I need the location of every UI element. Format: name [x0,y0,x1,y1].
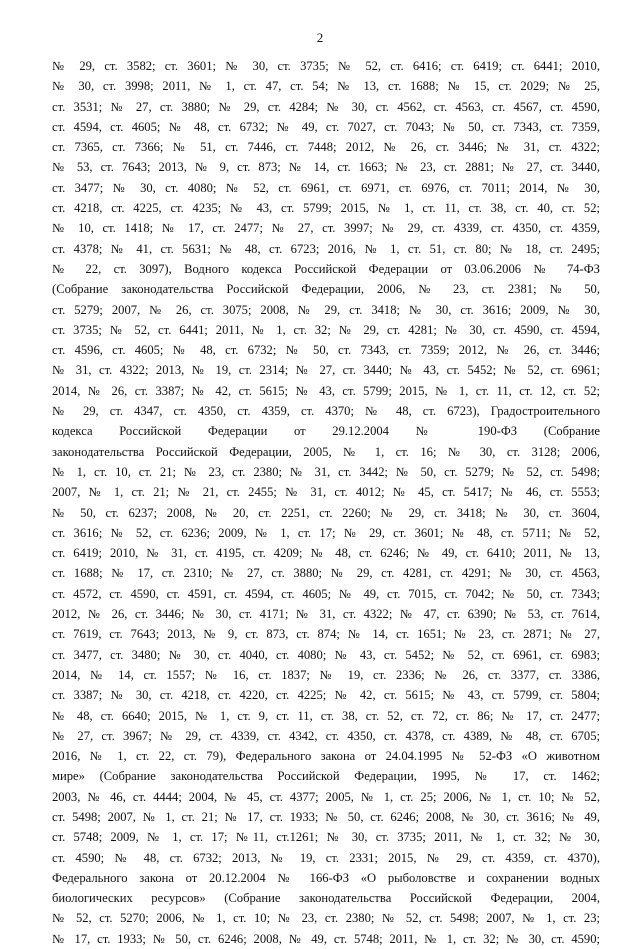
text-line: № 31, ст. 4322; 2013, № 19, ст. 2314; № 27, ст. 3440; № 43, ст. 5452; № 52, ст. 6961; [52,363,600,378]
text-line: 2014, № 14, ст. 1557; № 16, ст. 1837; № 19, ст. 2336; № 26, ст. 3377, ст. 3386, [52,667,600,682]
text-line: № 53, ст. 7643; 2013, № 9, ст. 873; № 14, ст. 1663; № 23, ст. 2881; № 27, ст. 3440, [52,160,600,175]
text-line: 2016, № 1, ст. 22, ст. 79), Федерального закона от 24.04.1995 № 52-ФЗ «О животном [52,749,600,764]
text-line: ст. 3531; № 27, ст. 3880; № 29, ст. 4284; № 30, ст. 4562, ст. 4563, ст. 4567, ст. 4590, [52,99,600,114]
text-line: № 50, ст. 6237; 2008, № 20, ст. 2251, ст. 2260; № 29, ст. 3418; № 30, ст. 3604, [52,505,600,520]
text-line: ст. 4378; № 41, ст. 5631; № 48, ст. 6723; 2016, № 1, ст. 51, ст. 80; № 18, ст. 2495; [52,241,600,256]
text-line: № 29, ст. 3582; ст. 3601; № 30, ст. 3735; № 52, ст. 6416; ст. 6419; ст. 6441; 2010, [52,59,600,73]
text-line: ст. 4594, ст. 4605; № 48, ст. 6732; № 49, ст. 7027, ст. 7043; № 50, ст. 7343, ст. 7359, [52,119,600,134]
text-line: мире» (Собрание законодательства Российской Федерации, 1995, № 17, ст. 1462; [52,769,600,784]
text-line: ст. 6419; 2010, № 31, ст. 4195, ст. 4209; № 48, ст. 6246; № 49, ст. 6410; 2011, № 13, [52,546,600,561]
text-line: ст. 3387; № 30, ст. 4218, ст. 4220, ст. 4225; № 42, ст. 5615; № 43, ст. 5799, ст. 5804; [52,688,600,703]
text-line: ст. 3477; № 30, ст. 4080; № 52, ст. 6961, ст. 6971, ст. 6976, ст. 7011; 2014, № 30, [52,180,600,195]
text-line: № 17, ст. 1933; № 50, ст. 6246; 2008, № 49, ст. 5748; 2011, № 1, ст. 32; № 30, ст. 4590; [52,931,600,946]
text-line: № 10, ст. 1418; № 17, ст. 2477; № 27, ст. 3997; № 29, ст. 4339, ст. 4350, ст. 4359, [52,221,600,236]
text-line: ст. 3616; № 52, ст. 6236; 2009, № 1, ст. 17; № 29, ст. 3601; № 48, ст. 5711; № 52, [52,525,600,540]
text-line: № 52, ст. 5270; 2006, № 1, ст. 10; № 23, ст. 2380; № 52, ст. 5498; 2007, № 1, ст. 23; [52,911,600,926]
text-line: № 1, ст. 10, ст. 21; № 23, ст. 2380; № 31, ст. 3442; № 50, ст. 5279; № 52, ст. 5498; [52,464,600,479]
text-line: (Собрание законодательства Российской Федерации, 2006, № 23, ст. 2381; № 50, [52,282,600,297]
text-line: Федерального закона от 20.12.2004 № 166-ФЗ «О рыболовстве и сохранении водных [52,870,600,885]
text-line: 2012, № 26, ст. 3446; № 30, ст. 4171; № 31, ст. 4322; № 47, ст. 6390; № 53, ст. 7614, [52,607,600,622]
text-line: ст. 7619, ст. 7643; 2013, № 9, ст. 873, ст. 874; № 14, ст. 1651; № 23, ст. 2871; № 27, [52,627,600,642]
text-line: 2014, № 26, ст. 3387; № 42, ст. 5615; № 43, ст. 5799; 2015, № 1, ст. 11, ст. 12, ст. 52; [52,383,600,398]
text-line: ст. 4590; № 48, ст. 6732; 2013, № 19, ст. 2331; 2015, № 29, ст. 4359, ст. 4370), [52,850,600,865]
text-line: ст. 4218, ст. 4225, ст. 4235; № 43, ст. 5799; 2015, № 1, ст. 11, ст. 38, ст. 40, ст. 52; [52,201,600,216]
text-line: № 22, ст. 3097), Водного кодекса Российской Федерации от 03.06.2006 № 74-ФЗ [52,261,600,276]
text-line: 2003, № 46, ст. 4444; 2004, № 45, ст. 4377; 2005, № 1, ст. 25; 2006, № 1, ст. 10; № 52, [52,789,600,804]
text-line: законодательства Российской Федерации, 2005, № 1, ст. 16; № 30, ст. 3128; 2006, [52,444,600,459]
text-line: ст. 3735; № 52, ст. 6441; 2011, № 1, ст. 32; № 29, ст. 4281; № 30, ст. 4590, ст. 4594, [52,322,600,337]
text-line: № 29, ст. 4347, ст. 4350, ст. 4359, ст. 4370; № 48, ст. 6723), Градостроительного [52,404,600,419]
text-line: ст. 1688; № 17, ст. 2310; № 27, ст. 3880; № 29, ст. 4281, ст. 4291; № 30, ст. 4563, [52,566,600,581]
text-line: ст. 4596, ст. 4605; № 48, ст. 6732; № 50, ст. 7343, ст. 7359; 2012, № 26, ст. 3446; [52,343,600,358]
text-line: № 48, ст. 6640; 2015, № 1, ст. 9, ст. 11, ст. 38, ст. 52, ст. 72, ст. 86; № 17, ст. 2477; [52,708,600,723]
text-line: ст. 3477, ст. 3480; № 30, ст. 4040, ст. 4080; № 43, ст. 5452; № 52, ст. 6961, ст. 6983; [52,647,600,662]
text-line: № 30, ст. 3998; 2011, № 1, ст. 47, ст. 54; № 13, ст. 1688; № 15, ст. 2029; № 25, [52,79,600,94]
text-line: ст. 7365, ст. 7366; № 51, ст. 7446, ст. 7448; 2012, № 26, ст. 3446; № 31, ст. 4322; [52,140,600,155]
page-number: 2 [316,30,324,45]
text-line: кодекса Российской Федерации от 29.12.2004 № 190-ФЗ (Собрание [52,424,600,439]
text-line: ст. 5748; 2009, № 1, ст. 17; №11, ст.1261; № 30, ст. 3735; 2011, № 1, ст. 32; № 30, [52,830,600,845]
text-line: ст. 5279; 2007, № 26, ст. 3075; 2008, № 29, ст. 3418; № 30, ст. 3616; 2009, № 30, [52,302,600,317]
text-line: биологических ресурсов» (Собрание законодательства Российской Федерации, 2004, [52,891,600,906]
text-line: ст. 5498; 2007, № 1, ст. 21; № 17, ст. 1933; № 50, ст. 6246; 2008, № 30, ст. 3616; № 49, [52,809,600,824]
document-body [52,56,600,949]
text-line: № 27, ст. 3967; № 29, ст. 4339, ст. 4342, ст. 4350, ст. 4378, ст. 4389, № 48, ст. 6705; [52,728,600,743]
text-line: 2007, № 1, ст. 21; № 21, ст. 2455; № 31, ст. 4012; № 45, ст. 5417; № 46, ст. 5553; [52,485,600,500]
text-line: ст. 4572, ст. 4590, ст. 4591, ст. 4594, ст. 4605; № 49, ст. 7015, ст. 7042; № 50, ст. 7343; [52,586,600,601]
